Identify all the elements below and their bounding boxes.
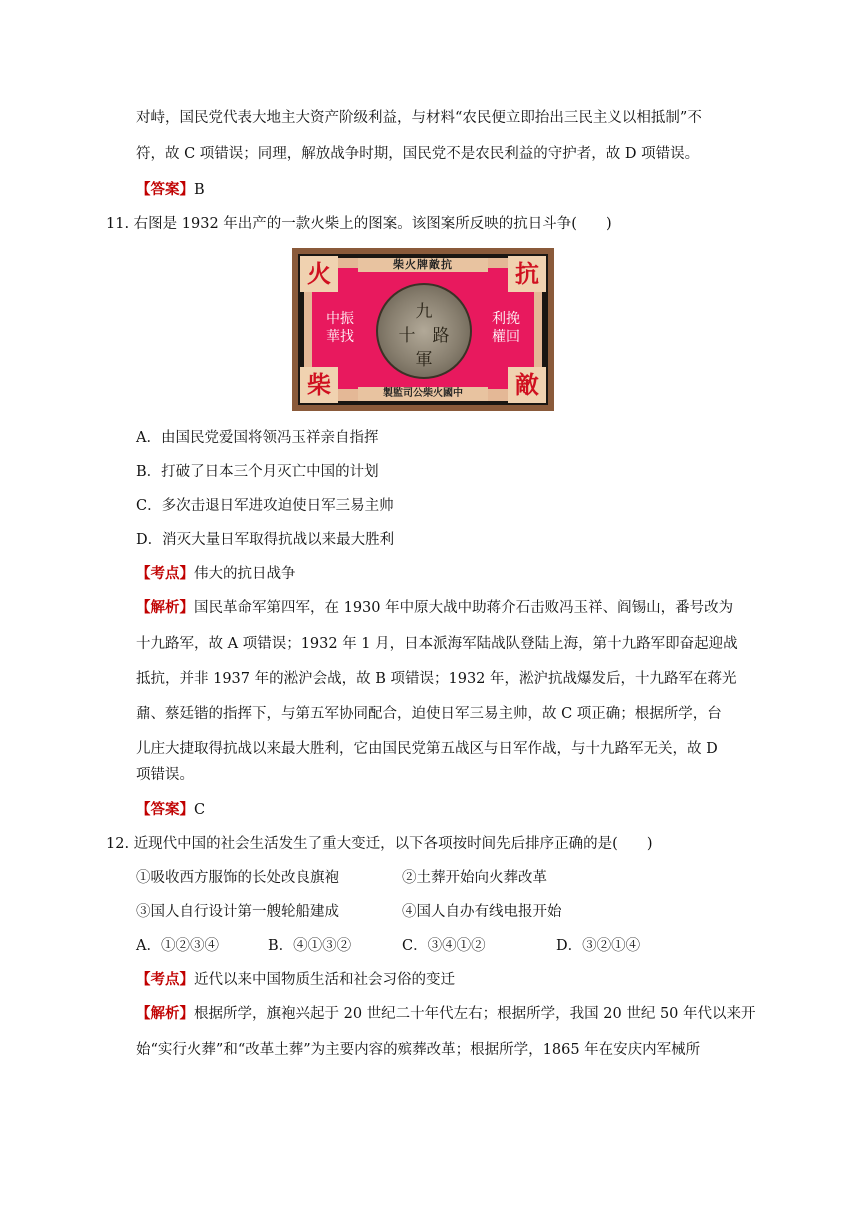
matchbox-left-text: 中振 華找 [326,311,354,345]
matchbox-corner: 火 [300,256,338,292]
matchbox-corner: 抗 [508,256,546,292]
jiexi-tag: 【解析】 [136,599,194,616]
jiexi-11-line: 抵抗，并非 1937 年的淞沪会战，故 B 项错误；1932 年，淞沪抗战爆发后，十九路军在蒋光 [136,671,737,687]
kaodian-tag: 【考点】 [136,971,194,988]
answer-11 [136,800,205,820]
jiexi-text: 国民革命军第四军，在 1930 年中原大战中助蒋介石击败冯玉祥、阎锡山，番号改为 [194,600,734,616]
kaodian-12 [136,970,455,990]
kaodian-11 [136,564,296,584]
answer-tag: 【答案】 [136,181,194,198]
jiexi-11-line: 项错误。 [136,767,194,783]
matchbox-image [292,248,554,411]
item-2: ②土葬开始向火葬改革 [402,870,547,886]
hat-text: 九 [415,302,433,322]
matchbox-corner: 柴 [300,367,338,403]
question-11: 11. 右图是 1932 年出产的一款火柴上的图案。该图案所反映的抗日斗争( ) [106,216,612,232]
item-4: ④国人自办有线电报开始 [402,904,562,920]
jiexi-12-line: 始“实行火葬”和“改革土葬”为主要内容的殡葬改革；根据所学，1865 年在安庆内军械所 [136,1042,701,1058]
hat-text: 十 路 [398,326,450,346]
answer-value: B [194,182,205,198]
kaodian-value: 伟大的抗日战争 [194,566,296,582]
jiexi-11-line: 十九路军，故 A 项错误；1932 年 1 月，日本派海军陆战队登陆上海，第十九路军即奋起迎战 [136,636,738,652]
item-3: ③国人自行设计第一艘轮船建成 [136,904,339,920]
option-a: A．①②③④ [136,938,219,954]
matchbox-top-text: 柴火牌敵抗 [358,258,488,272]
option-a: A．由国民党爱国将领冯玉祥亲自指挥 [136,430,379,446]
answer-10 [136,180,205,200]
option-d: D．③②①④ [556,938,641,954]
jiexi-text: 根据所学，旗袍兴起于 20 世纪二十年代左右；根据所学，我国 20 世纪 50 年代以来开 [194,1006,756,1022]
item-1: ①吸收西方服饰的长处改良旗袍 [136,870,339,886]
text-line: 符，故 C 项错误；同理，解放战争时期，国民党不是农民利益的守护者，故 D 项错误。 [136,146,700,162]
question-12: 12. 近现代中国的社会生活发生了重大变迁，以下各项按时间先后排序正确的是( ) [106,836,653,852]
option-b: B．打破了日本三个月灭亡中国的计划 [136,464,379,480]
kaodian-tag: 【考点】 [136,565,194,582]
jiexi-11-line: 鼐、蔡廷锴的指挥下，与第五军协同配合，迫使日军三易主帅，故 C 项正确；根据所学，台 [136,706,722,722]
option-c: C．③④①② [402,938,486,954]
matchbox-bottom-text: 製監司公柴火國中 [358,387,488,401]
option-b: B．④①③② [268,938,352,954]
jiexi-11-line [136,598,733,618]
hat-text: 軍 [415,350,433,370]
jiexi-11-line: 儿庄大捷取得抗战以来最大胜利，它由国民党第五战区与日军作战，与十九路军无关，故 D [136,741,718,757]
option-d: D．消灭大量日军取得抗战以来最大胜利 [136,532,395,548]
jiexi-tag: 【解析】 [136,1005,194,1022]
soldier-hat-image [376,283,472,379]
text-line: 对峙，国民党代表大地主大资产阶级利益，与材料“农民便立即抬出三民主义以相抵制”不 [136,110,702,126]
jiexi-12-line [136,1004,756,1024]
option-c: C．多次击退日军进攻迫使日军三易主帅 [136,498,394,514]
kaodian-value: 近代以来中国物质生活和社会习俗的变迁 [194,972,455,988]
answer-value: C [194,802,206,818]
answer-tag: 【答案】 [136,801,194,818]
matchbox-corner: 敵 [508,367,546,403]
matchbox-right-text: 利挽 權回 [492,311,520,345]
